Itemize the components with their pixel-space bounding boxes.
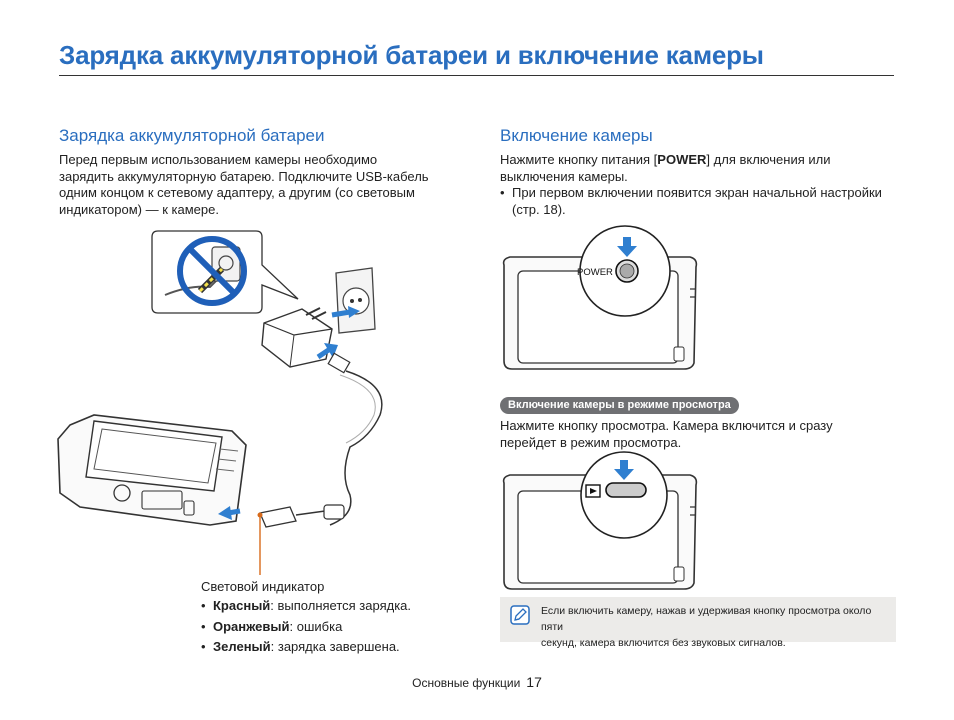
- charging-illustration: [50, 225, 450, 575]
- power-button: [616, 260, 638, 282]
- status-color-label: Оранжевый: [213, 618, 290, 634]
- playback-line: перейдет в режим просмотра.: [500, 434, 682, 450]
- status-color-label: Зеленый: [213, 639, 271, 654]
- status-description: : ошибка: [289, 618, 343, 634]
- title-divider: [59, 75, 894, 76]
- page-title: Зарядка аккумуляторной батареи и включение камеры: [59, 40, 764, 70]
- note-box: [500, 597, 896, 649]
- playback-line: Нажмите кнопку просмотра. Камера включится и сразу: [500, 418, 833, 433]
- indicator-caption: Световой индикатор: [201, 579, 325, 594]
- playback-button-illustration: [500, 455, 700, 590]
- indicator-status-item: [201, 596, 411, 617]
- note-text: [541, 603, 891, 651]
- intro-text: ] для включения или: [706, 152, 831, 167]
- playback-icon: [586, 485, 600, 497]
- bullet-text: (стр. 18).: [512, 201, 566, 217]
- playback-button: [606, 483, 646, 497]
- note-line: Если включить камеру, нажав и удерживая кнопку просмотра около пяти: [541, 605, 872, 633]
- charging-intro-line: зарядить аккумуляторную батарею. Подключите USB-кабель: [59, 168, 429, 184]
- note-line: секунд, камера включится без звуковых сигналов.: [541, 637, 786, 649]
- power-on-line: [500, 152, 896, 169]
- indicator-status-item: [201, 637, 411, 658]
- power-on-line: выключения камеры.: [500, 168, 628, 184]
- ac-adapter: [262, 308, 332, 367]
- power-key-label: POWER: [657, 152, 707, 167]
- charging-intro-line: индикатором) — к камере.: [59, 201, 219, 217]
- footer-section: Основные функции: [412, 676, 521, 690]
- status-description: : зарядка завершена.: [270, 639, 400, 654]
- power-on-intro: [500, 152, 896, 218]
- charging-intro-line: Перед первым использованием камеры необходимо: [59, 152, 378, 167]
- power-label: POWER: [577, 267, 613, 278]
- intro-text: Нажмите кнопку питания [: [500, 152, 658, 167]
- charging-intro: [59, 152, 459, 218]
- indicator-pointer: [258, 513, 263, 576]
- playback-mode-label: Включение камеры в режиме просмотра: [500, 397, 739, 414]
- power-button-illustration: [500, 225, 700, 370]
- page-footer: [0, 674, 954, 690]
- power-on-bullets: [500, 185, 896, 218]
- playback-intro: [500, 418, 896, 451]
- charging-heading: Зарядка аккумуляторной батареи: [59, 126, 325, 145]
- indicator-status-item: [201, 617, 411, 638]
- bullet-text: При первом включении появится экран начальной настройки: [512, 185, 882, 201]
- status-color-label: Красный: [213, 598, 271, 613]
- indicator-status-list: [201, 596, 411, 658]
- wall-outlet: [336, 268, 375, 333]
- camera-drawing: [58, 415, 246, 525]
- page-number: 17: [526, 674, 542, 690]
- status-description: : выполняется зарядка.: [270, 598, 412, 613]
- bullet-item: [500, 185, 896, 218]
- note-pencil-icon: [510, 605, 530, 625]
- power-on-heading: Включение камеры: [500, 126, 653, 145]
- usb-cable: [328, 353, 382, 525]
- charging-intro-line: одним концом к сетевому адаптеру, а другим (со световым: [59, 185, 415, 201]
